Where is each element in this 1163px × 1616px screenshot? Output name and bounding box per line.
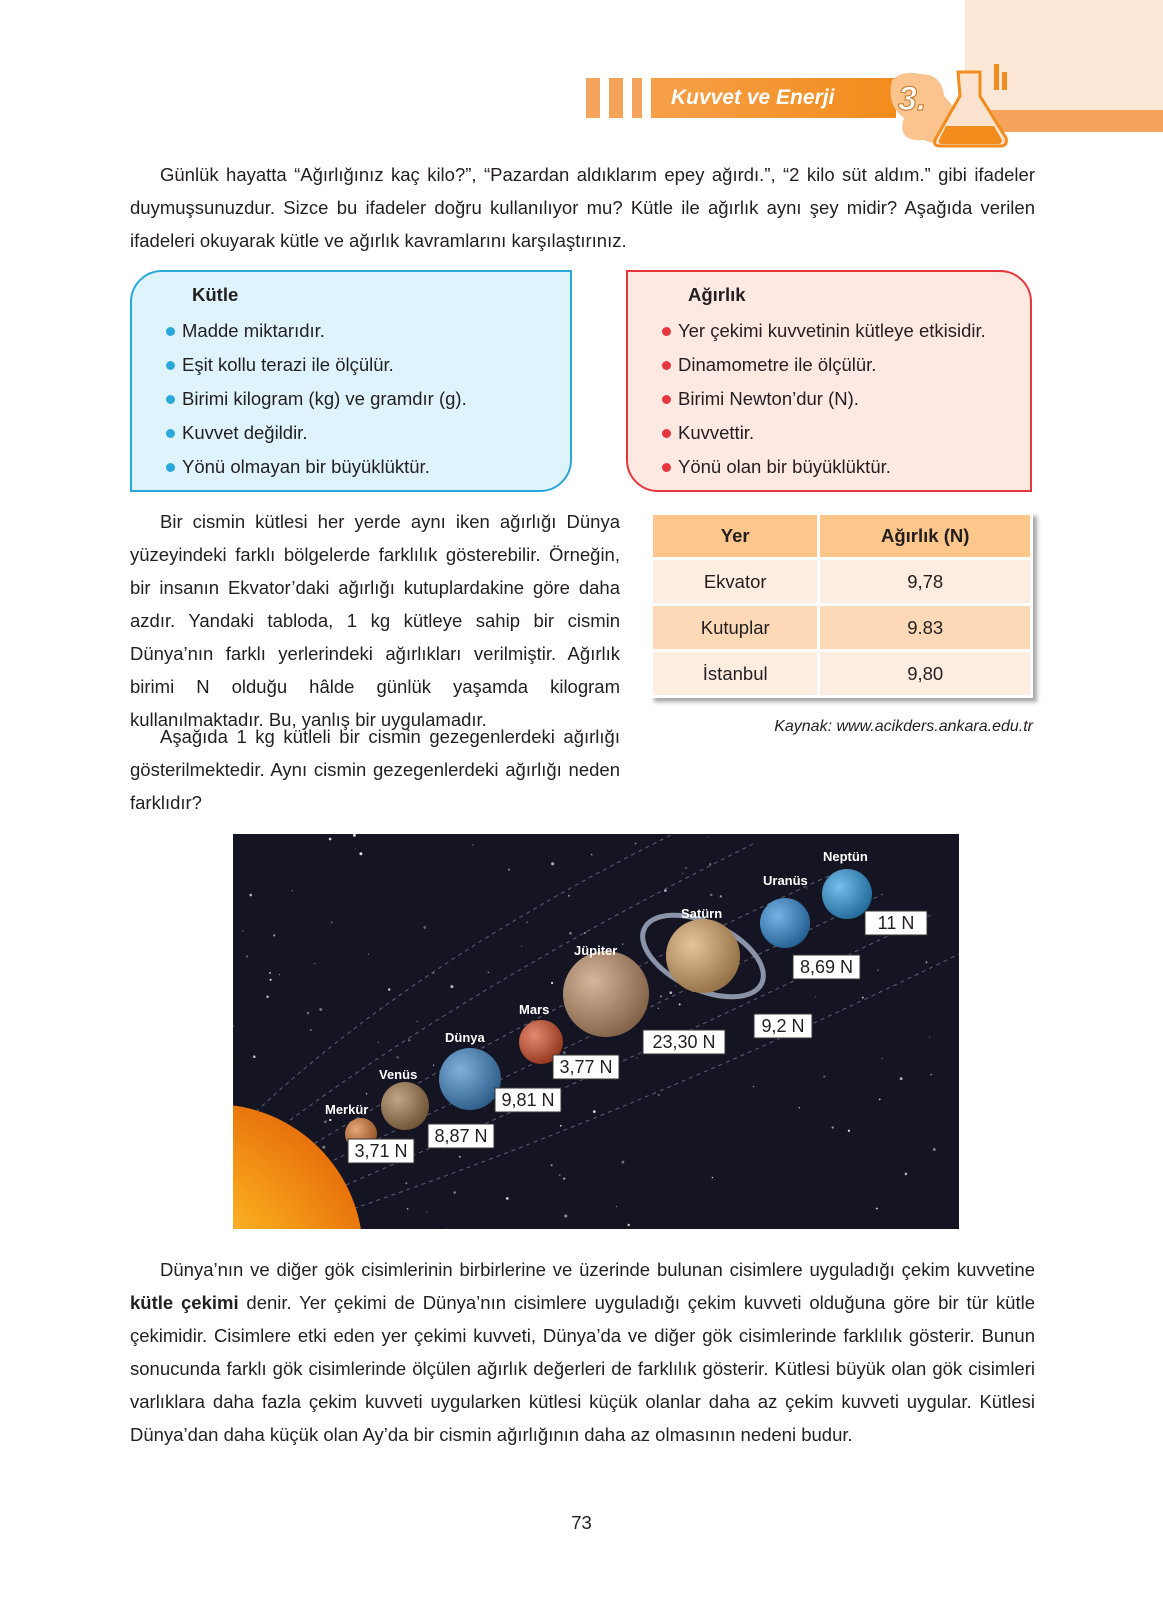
bullet-icon [662, 395, 671, 404]
star [508, 869, 510, 871]
star [559, 1174, 561, 1176]
star [685, 867, 687, 869]
planet-name: Uranüs [763, 873, 808, 888]
closing-paragraph: Dünya’nın ve diğer gök cisimlerinin birbirlerine ve üzerinde bulunan cisimlere uyguladığı çekim kuvvetine kütle çekimi denir. Yer çekimi de Dünya’nın cisimlere uyguladığı çekim kuvveti olduğuna göre bir tür kütle çekimidir. Cisimlere etki eden yer çekimi kuvveti, Dünya’da ve diğer gök cisimlerinde farklılık gösterir. Bunun sonucunda farklı gök cisimlerinde ölçülen ağırlık değerleri de farklılık gösterir. Kütlesi büyük olan gök cisimleri varlıklara daha fazla çekim kuvveti uygularken kütlesi küçük olanlar daha az çekim kuvveti uygular. Kütlesi Dünya’dan daha küçük olan Ay’da bir cismin ağırlığının daha az olmasının nedeni budur. [130, 1259, 1035, 1445]
list-item: Yönü olan bir büyüklüktür. [662, 450, 1030, 484]
star [709, 863, 711, 865]
key-term: kütle çekimi [130, 1292, 239, 1313]
star [292, 890, 293, 891]
star [712, 1177, 714, 1179]
planet-weight: 9,81 N [501, 1090, 555, 1110]
intro-paragraph [130, 158, 1035, 257]
header-stripe [609, 78, 623, 118]
table-cell: 9.83 [820, 606, 1030, 649]
bullet-icon [662, 429, 671, 438]
flask-icon [884, 60, 1024, 150]
star [319, 1008, 322, 1011]
planet-name: Venüs [379, 1067, 418, 1082]
planet-name: Mars [519, 1002, 550, 1017]
star [246, 955, 248, 957]
star [675, 985, 676, 986]
star [408, 1039, 410, 1041]
star [433, 1065, 434, 1066]
star [454, 1191, 456, 1193]
header-stripe [586, 78, 600, 118]
bullet-icon [166, 463, 175, 472]
star [877, 969, 879, 971]
star [266, 996, 269, 999]
star [905, 1173, 908, 1176]
planet-name: Satürn [681, 906, 723, 921]
star [417, 1021, 418, 1022]
planet-weight: 8,87 N [434, 1126, 488, 1146]
star [591, 854, 593, 856]
planet-shade [563, 951, 649, 1037]
star [622, 943, 624, 945]
star [930, 1074, 932, 1076]
mass-title: Kütle [192, 284, 239, 305]
list-item: Birimi Newton’dur (N). [662, 382, 1030, 416]
table-row [653, 606, 1030, 649]
planet-weight: 9,2 N [761, 1016, 805, 1036]
star [636, 1057, 637, 1058]
table-cell: İstanbul [653, 652, 817, 695]
list-item: Birimi kilogram (kg) ve gramdır (g). [166, 382, 570, 416]
star [307, 1012, 310, 1015]
star [848, 1130, 850, 1132]
weight-table [650, 512, 1033, 698]
star [560, 1125, 562, 1127]
star [488, 972, 489, 973]
star [405, 1182, 407, 1184]
list-item: Dinamometre ile ölçülür. [662, 348, 1030, 382]
list-item: Kuvvet değildir. [166, 416, 570, 450]
bullet-icon [166, 429, 175, 438]
list-item: Madde miktarıdır. [166, 314, 570, 348]
star [660, 995, 662, 997]
planet-shade [439, 1048, 501, 1110]
star [242, 930, 243, 931]
star [322, 1146, 325, 1149]
bullet-icon [166, 361, 175, 370]
star [526, 921, 528, 923]
star [551, 862, 554, 865]
star [506, 1197, 509, 1200]
header-cell: Yer [653, 515, 817, 557]
star [423, 926, 426, 929]
star [564, 1215, 567, 1218]
question-paragraph [130, 720, 620, 819]
bullet-icon [166, 327, 175, 336]
planet-weight: 3,77 N [559, 1057, 613, 1077]
star [324, 1120, 327, 1123]
table-cell: 9,78 [820, 560, 1030, 603]
bullet-icon [662, 463, 671, 472]
list-item: Yer çekimi kuvvetinin kütleye etkisidir. [662, 314, 1030, 348]
star [753, 1086, 755, 1088]
weight-title: Ağırlık [688, 284, 746, 305]
page-number: 73 [571, 1512, 592, 1533]
table-cell: Kutuplar [653, 606, 817, 649]
star [249, 894, 252, 897]
planet-shade [381, 1082, 429, 1130]
bullet-icon [662, 327, 671, 336]
star [279, 974, 281, 976]
planet-name: Jüpiter [574, 943, 618, 958]
star [876, 1208, 878, 1210]
star [616, 1206, 617, 1207]
planet-name: Dünya [445, 1030, 485, 1045]
mass-list [166, 314, 570, 484]
star [882, 1058, 883, 1059]
star [310, 1029, 312, 1031]
star [708, 836, 709, 837]
star [635, 843, 637, 845]
star [521, 946, 522, 947]
planet-shade [666, 919, 740, 993]
star [396, 1056, 398, 1058]
star [368, 954, 369, 955]
bullet-icon [662, 361, 671, 370]
star [355, 848, 356, 849]
star [862, 997, 864, 999]
mass-box [130, 270, 572, 492]
star [628, 1224, 630, 1226]
explanation-text: Bir cismin kütlesi her yerde aynı iken ağırlığı Dünya yüzeyindeki farklı bölgelerde farklılık gösterebilir. Örneğin, bir insanın Ekvator’daki ağırlığı kutuplardakine göre daha azdır. Yandaki tabloda, 1 kg kütleye sahip bir cismin Dünya’nın farklı yerlerindeki ağırlıkları verilmiştir. Ağırlık birimi N olduğu hâlde günlük yaşamda kilogram kullanılmaktadır. Bu, yanlış bir uygulamadır. [130, 511, 620, 730]
star [815, 996, 816, 997]
star [669, 991, 672, 994]
weight-box [626, 270, 1032, 492]
star [900, 1077, 903, 1080]
star [551, 982, 553, 984]
star [314, 963, 315, 964]
planet-weight: 11 N [877, 913, 915, 933]
star [269, 972, 271, 974]
chapter-title: Kuvvet ve Enerji [651, 78, 896, 118]
star [388, 988, 391, 991]
star [329, 838, 332, 841]
intro-text: Günlük hayatta “Ağırlığınız kaç kilo?”, “Pazardan aldıklarım epey ağırdı.”, “2 kilo süt aldım.” gibi ifadeler duymuşsunuzdur. Sizce bu ifadeler doğru kullanılıyor mu? Kütle ile ağırlık aynı şey midir? Aşağıda verilen ifadeleri okuyarak kütle ve ağırlık kavramlarını karşılaştırınız. [130, 164, 1035, 251]
table-row [653, 560, 1030, 603]
star [799, 1107, 800, 1108]
star [459, 1156, 461, 1158]
star [426, 1211, 427, 1212]
star [450, 985, 453, 988]
star [563, 1051, 566, 1054]
star [658, 1094, 660, 1096]
weight-list [662, 314, 1030, 484]
list-item: Kuvvettir. [662, 416, 1030, 450]
star [366, 1093, 368, 1095]
star [551, 1164, 553, 1166]
star [407, 1208, 409, 1210]
star [377, 1042, 379, 1044]
star [710, 894, 712, 896]
star [584, 932, 586, 934]
planet-weight: 23,30 N [652, 1032, 716, 1052]
star [720, 895, 722, 897]
star [270, 979, 272, 981]
star [446, 1228, 447, 1229]
star [929, 1037, 930, 1038]
planet-weight: 3,71 N [354, 1141, 408, 1161]
star [879, 1099, 881, 1101]
table-row [653, 652, 1030, 695]
header-cell: Ağırlık (N) [820, 515, 1030, 557]
question-text: Aşağıda 1 kg kütleli bir cismin gezegenlerdeki ağırlığı gösterilmektedir. Aynı cismin gezegenlerdeki ağırlığı neden farklıdır? [130, 726, 620, 813]
planet-shade [760, 898, 810, 948]
star [593, 1110, 596, 1113]
star [359, 852, 362, 855]
star [563, 1177, 565, 1179]
planet-name: Merkür [325, 1102, 369, 1117]
star [621, 1161, 624, 1164]
star [823, 1076, 825, 1078]
planet-name: Neptün [823, 849, 868, 864]
star [679, 1003, 681, 1005]
star [682, 873, 683, 874]
explanation-paragraph [130, 505, 620, 736]
unit-number: 3. [898, 80, 927, 118]
table-source: Kaynak: www.acikders.ankara.edu.tr [774, 718, 1033, 735]
star [926, 961, 928, 963]
table-header-row [653, 515, 1030, 557]
star [658, 1008, 659, 1009]
star [253, 1055, 256, 1058]
list-item: Eşit kollu terazi ile ölçülür. [166, 348, 570, 382]
header-stripe [632, 78, 642, 118]
planet-weight: 8,69 N [799, 957, 854, 977]
table-cell: Ekvator [653, 560, 817, 603]
star [568, 895, 570, 897]
star [273, 934, 275, 936]
list-item: Yönü olmayan bir büyüklüktür. [166, 450, 570, 484]
table-cell: 9,80 [820, 652, 1030, 695]
star [472, 844, 473, 845]
star [569, 932, 572, 935]
star [331, 921, 333, 923]
bullet-icon [166, 395, 175, 404]
star [832, 1127, 834, 1129]
star [933, 1148, 936, 1151]
solar-system-image [233, 834, 959, 1229]
star [329, 1119, 331, 1121]
